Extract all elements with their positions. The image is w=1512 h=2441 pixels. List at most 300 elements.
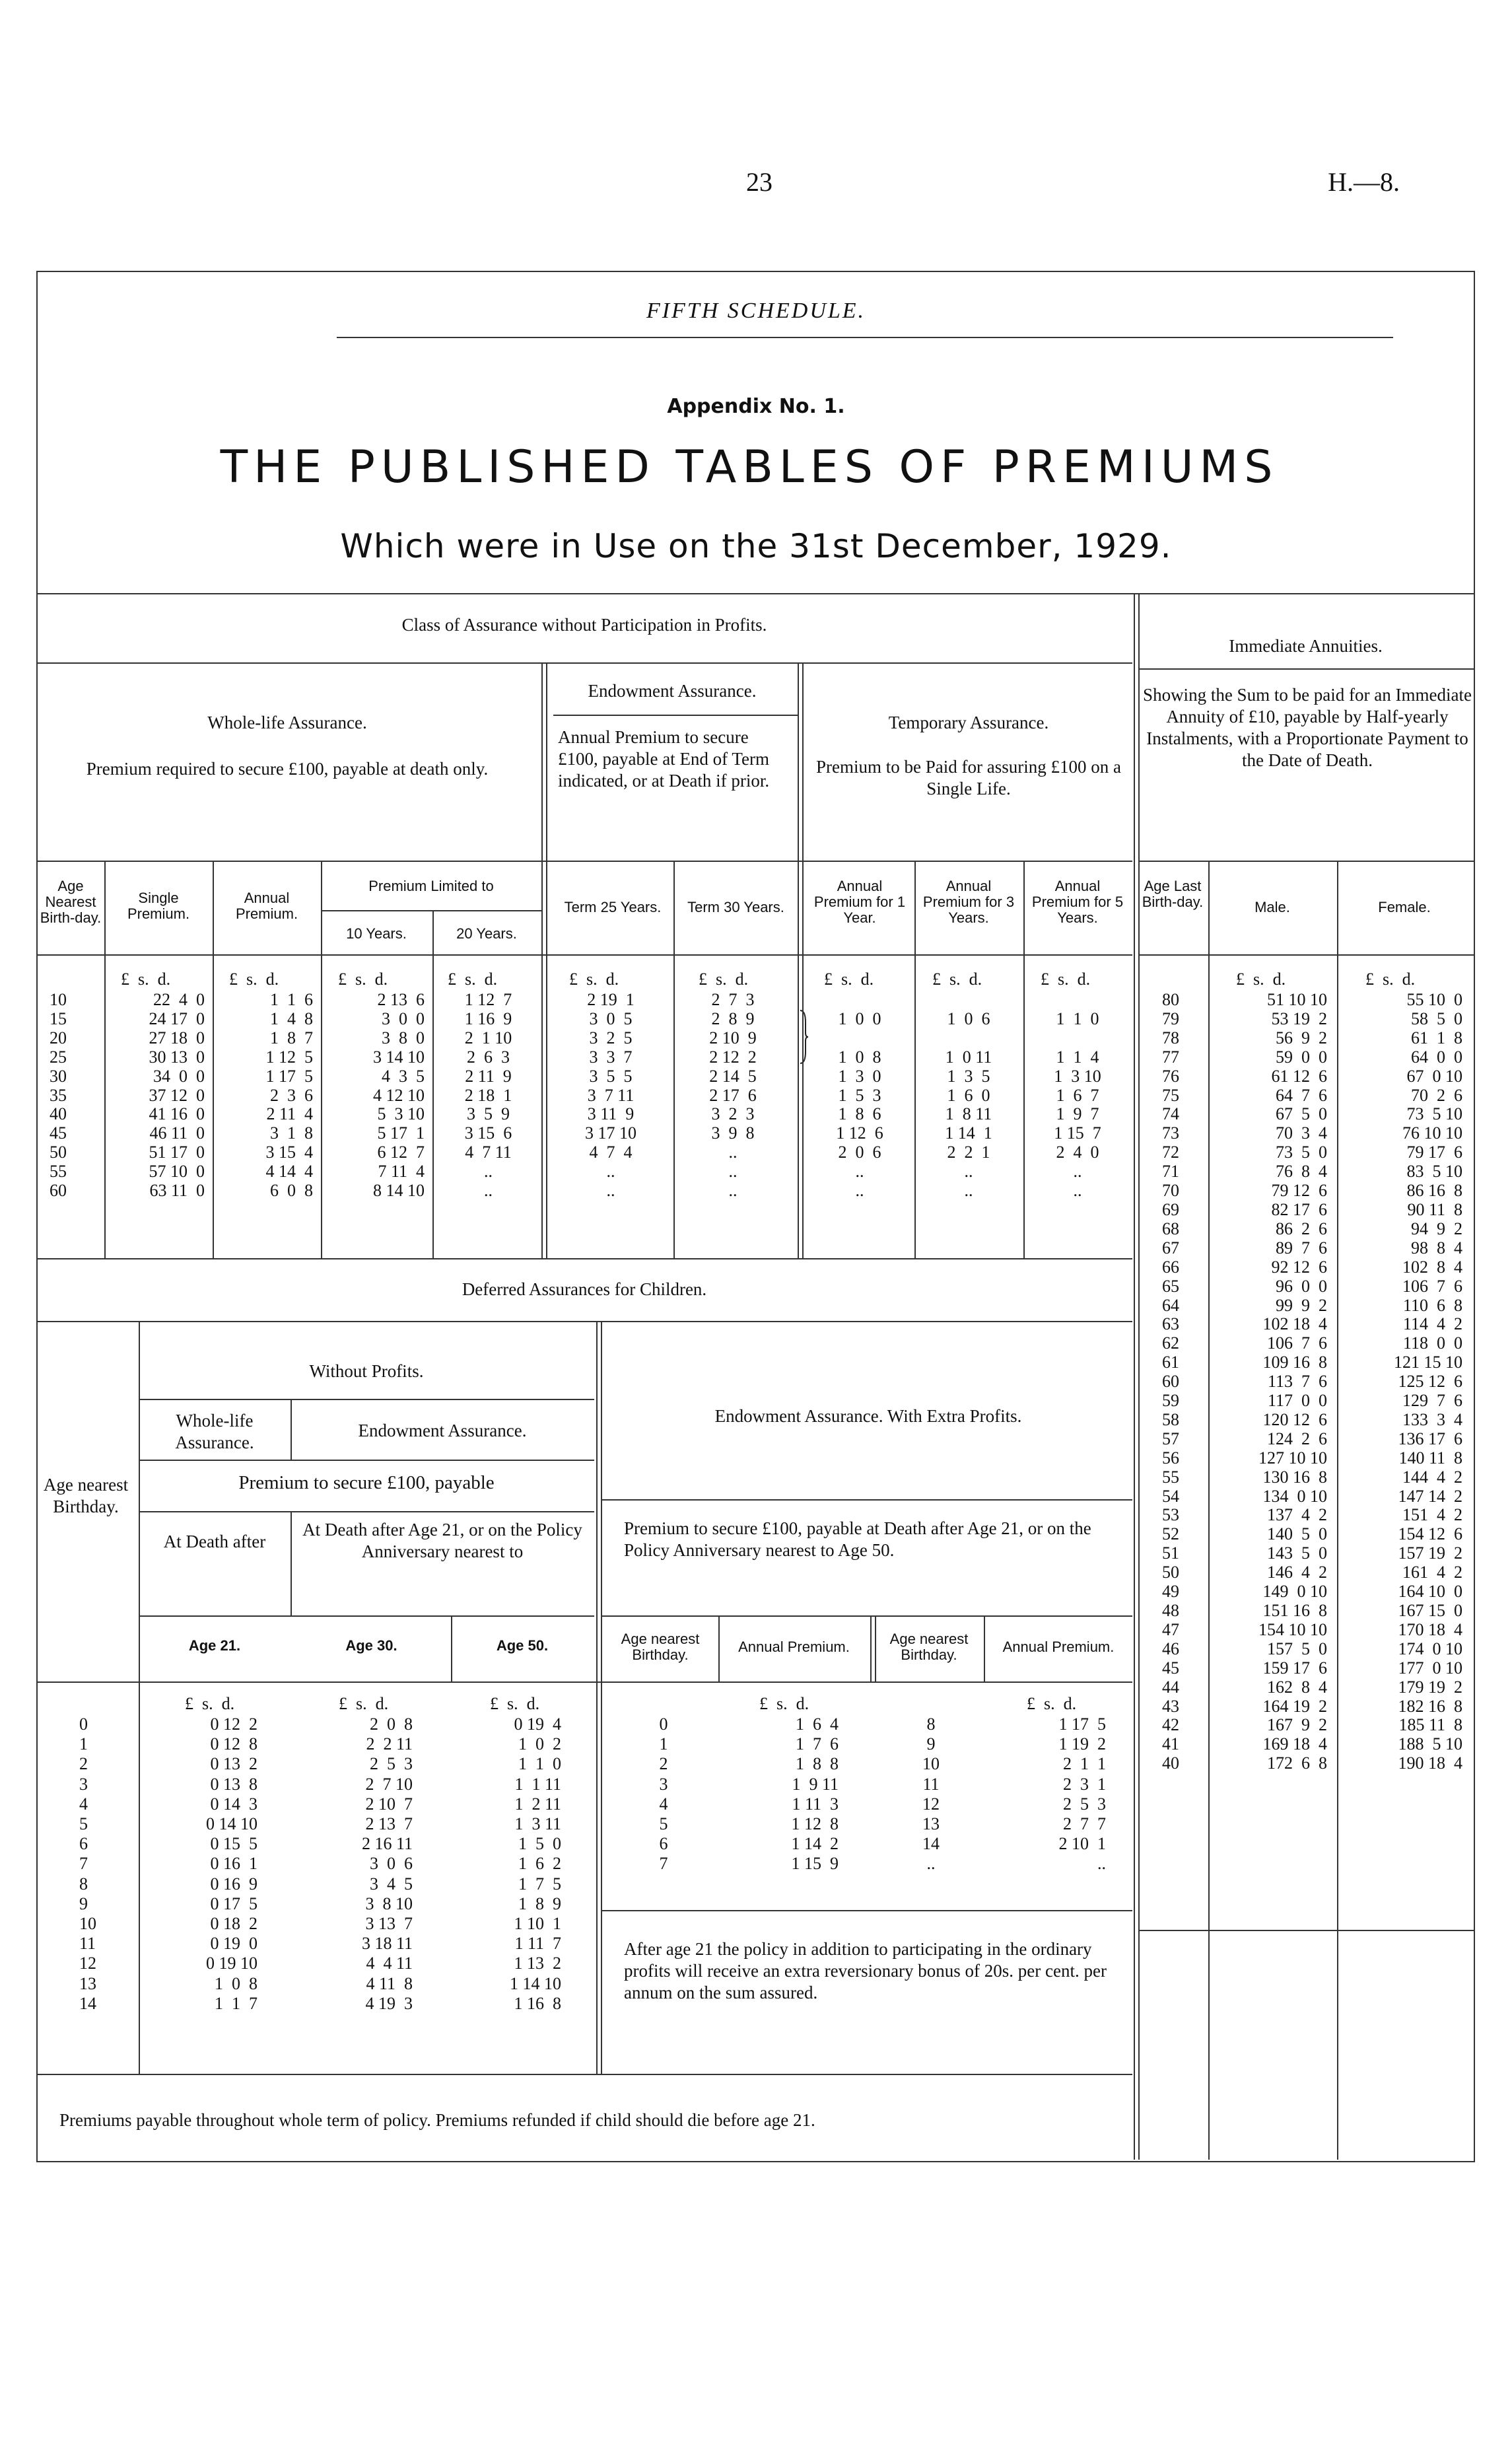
table-cell: 170 18 4 — [1398, 1619, 1462, 1639]
table-cell: 1 12 8 — [791, 1814, 839, 1834]
table-cell: 0 17 5 — [210, 1893, 258, 1913]
table-cell: 67 — [1162, 1238, 1179, 1257]
table-cell: 137 4 2 — [1267, 1505, 1327, 1525]
table-cell: 44 — [1162, 1677, 1179, 1697]
table-cell: 11 — [922, 1774, 940, 1794]
table-cell: 1 1 6 — [270, 990, 313, 1009]
table-cell: 1 0 8 — [215, 1973, 258, 1993]
table-cell: .. — [728, 1162, 738, 1182]
table-cell: 22 4 0 — [153, 990, 205, 1009]
table-cell: 2 13 6 — [377, 990, 425, 1009]
lsd-label: £ s. d. — [229, 970, 279, 989]
table-cell: 0 15 5 — [210, 1834, 258, 1854]
table-cell: 50 — [1162, 1563, 1179, 1582]
table-cell: 1 11 7 — [514, 1934, 561, 1954]
main-title: THE PUBLISHED TABLES OF PREMIUMS — [220, 441, 1279, 493]
table-cell: 130 16 8 — [1262, 1467, 1327, 1487]
table-cell: 63 — [1162, 1314, 1179, 1334]
table-cell: 4 — [79, 1794, 88, 1814]
table-cell: 60 — [1162, 1372, 1179, 1392]
table-cell: 0 16 1 — [210, 1854, 258, 1874]
col-head-term25: Term 25 Years. — [564, 899, 662, 915]
table-cell: 1 0 0 — [838, 1008, 881, 1028]
table-cell: 86 2 6 — [1276, 1219, 1327, 1238]
table-cell: 1 6 2 — [518, 1854, 561, 1874]
table-cell: 8 — [926, 1715, 936, 1734]
table-cell: 1 14 10 — [510, 1973, 561, 1993]
endowment-title: Endowment Assurance. — [588, 681, 757, 701]
table-cell: 1 1 11 — [514, 1774, 561, 1794]
table-cell: 2 — [659, 1754, 668, 1774]
group-divider-1 — [541, 662, 547, 861]
table-cell: 164 10 0 — [1398, 1582, 1462, 1602]
title-rule — [337, 337, 1393, 338]
table-cell: 1 9 7 — [1056, 1104, 1099, 1124]
table-cell: 2 1 1 — [1063, 1754, 1106, 1774]
table-cell: 188 5 10 — [1398, 1734, 1462, 1754]
table-cell: 71 — [1162, 1162, 1179, 1182]
table-cell: 9 — [926, 1734, 936, 1754]
children-rule — [602, 1910, 1132, 1911]
table-cell: 55 — [50, 1162, 67, 1182]
table-cell: 3 4 5 — [370, 1874, 413, 1893]
table-cell: 4 12 10 — [373, 1085, 425, 1105]
table-cell: 2 1 10 — [464, 1028, 512, 1047]
table-cell: 5 17 1 — [377, 1123, 425, 1143]
table-cell: 114 4 2 — [1402, 1314, 1462, 1334]
table-cell: 1 4 8 — [270, 1008, 313, 1028]
table-cell: 40 — [50, 1104, 67, 1124]
extra-annual-heading: Annual Premium. — [738, 1639, 850, 1655]
table-cell: 1 9 11 — [792, 1774, 839, 1794]
table-cell: 2 10 9 — [709, 1028, 757, 1047]
table-cell: 63 11 0 — [149, 1181, 205, 1201]
class-heading: Class of Assurance without Participation in Profits. — [401, 615, 767, 635]
table-cell: .. — [1073, 1181, 1082, 1201]
table-cell: 72 — [1162, 1143, 1179, 1162]
page-number: 23 — [746, 167, 773, 197]
annuity-col-line — [1337, 862, 1338, 2160]
table-cell: 30 — [50, 1066, 67, 1086]
table-cell: 154 10 10 — [1258, 1619, 1327, 1639]
table-cell: 3 15 6 — [464, 1123, 512, 1143]
table-cell: 79 12 6 — [1271, 1181, 1327, 1201]
col-head-female: Female. — [1378, 899, 1431, 915]
col-limited-20 — [440, 991, 536, 1201]
table-cell: 59 — [1162, 1391, 1179, 1411]
group-divider-1b — [541, 861, 547, 1258]
table-cell: 45 — [50, 1123, 67, 1143]
table-cell: 1 5 0 — [518, 1834, 561, 1854]
table-cell: 10 — [50, 990, 67, 1009]
table-cell: 67 5 0 — [1276, 1104, 1327, 1124]
lsd-label: £ s. d. — [448, 970, 498, 989]
table-cell: 56 9 2 — [1276, 1028, 1327, 1047]
table-cell: 1 0 6 — [947, 1008, 990, 1028]
subtitle: Which were in Use on the 31st December, 1929. — [340, 527, 1172, 565]
table-cell: 121 15 10 — [1394, 1353, 1462, 1372]
table-cell: 76 — [1162, 1066, 1179, 1086]
after-age-21: At Death after Age 21, or on the Policy Anniversary nearest to — [302, 1520, 582, 1561]
table-cell: 157 19 2 — [1398, 1543, 1462, 1563]
table-cell: 120 12 6 — [1262, 1409, 1327, 1429]
annuity-header-rule — [1139, 954, 1474, 956]
table-cell: 76 8 4 — [1276, 1162, 1327, 1182]
children-whole-life: Whole-life Assurance. — [175, 1411, 254, 1452]
table-cell: 27 18 0 — [149, 1028, 205, 1047]
table-cell: 3 2 5 — [589, 1028, 633, 1047]
at-death-after: At Death after — [163, 1532, 266, 1551]
table-cell: 4 14 4 — [265, 1162, 313, 1182]
table-cell: 3 7 11 — [587, 1085, 635, 1105]
table-cell: 1 3 5 — [947, 1066, 990, 1086]
table-cell: 4 7 4 — [589, 1143, 633, 1162]
table-cell: 9 — [79, 1893, 88, 1913]
children-rule — [139, 1511, 594, 1512]
table-cell: 7 — [659, 1854, 668, 1874]
table-cell: 1 11 3 — [792, 1794, 839, 1814]
table-cell: 3 14 10 — [373, 1047, 425, 1067]
table-cell: 1 12 5 — [265, 1047, 313, 1067]
table-cell: 30 13 0 — [149, 1047, 205, 1067]
table-cell: 159 17 6 — [1262, 1658, 1327, 1678]
table-cell: 13 — [922, 1814, 940, 1834]
table-cell — [813, 1029, 906, 1048]
table-cell: 2 — [79, 1754, 88, 1774]
col-head-limited: Premium Limited to — [368, 878, 494, 894]
age-30-heading: Age 30. — [345, 1637, 397, 1654]
children-footer-note: Premiums payable throughout whole term of policy. Premiums refunded if child should die before age 21. — [59, 2110, 815, 2130]
table-cell: 7 11 4 — [378, 1162, 425, 1182]
table-cell: 64 0 0 — [1411, 1047, 1462, 1067]
table-cell: 1 3 10 — [1054, 1066, 1101, 1086]
table-cell: 1 5 3 — [838, 1085, 881, 1105]
table-cell: 106 7 6 — [1267, 1333, 1327, 1353]
table-cell: 179 19 2 — [1398, 1677, 1462, 1697]
table-cell: 41 — [1162, 1734, 1179, 1754]
lsd-label: £ s. d. — [932, 970, 982, 989]
extra-premium-1 — [733, 1715, 839, 1874]
table-cell: 182 16 8 — [1398, 1696, 1462, 1716]
children-col-line — [870, 1615, 876, 1681]
table-cell: 1 16 8 — [514, 1993, 561, 2013]
table-cell: 1 13 2 — [514, 1954, 561, 1973]
table-cell: 1 17 5 — [265, 1066, 313, 1086]
table-cell: 2 16 11 — [361, 1834, 413, 1854]
table-cell: 2 17 6 — [709, 1085, 757, 1105]
table-cell: 0 19 4 — [514, 1715, 561, 1734]
table-cell: 2 3 1 — [1063, 1774, 1106, 1794]
table-cell: 3 9 8 — [711, 1123, 755, 1143]
table-cell — [813, 991, 906, 1010]
children-divider — [596, 1321, 602, 2074]
table-cell: 58 5 0 — [1411, 1008, 1462, 1028]
top-section-rule — [36, 593, 1474, 594]
table-cell: 74 — [1162, 1104, 1179, 1124]
table-cell: 61 1 8 — [1411, 1028, 1462, 1047]
lsd-label: £ s. d. — [490, 1694, 540, 1713]
table-cell: 0 13 8 — [210, 1774, 258, 1794]
table-cell: 1 15 9 — [791, 1854, 839, 1874]
table-cell: 5 — [659, 1814, 668, 1834]
col-annual-premium — [221, 991, 313, 1201]
col-annuity-male — [1215, 991, 1327, 1773]
immediate-annuities-desc: Showing the Sum to be paid for an Immediate Annuity of £10, payable by Half-yearly Instalments, with a Proportionate Payment to the Date of Death. — [1143, 685, 1472, 770]
table-cell: 4 11 8 — [366, 1973, 413, 1993]
table-cell: 0 16 9 — [210, 1874, 258, 1893]
table-cell: 3 5 5 — [589, 1066, 633, 1086]
table-cell: 3 0 5 — [589, 1008, 633, 1028]
table-cell: 12 — [79, 1954, 96, 1973]
table-cell: 41 16 0 — [149, 1104, 205, 1124]
table-cell: 48 — [1162, 1601, 1179, 1620]
children-rule — [139, 1399, 594, 1400]
table-cell: 79 — [1162, 1008, 1179, 1028]
table-cell: 4 4 11 — [366, 1954, 413, 1973]
table-cell: 4 7 11 — [465, 1143, 512, 1162]
table-cell: 0 12 2 — [210, 1715, 258, 1734]
table-cell: 140 5 0 — [1267, 1524, 1327, 1544]
table-cell: 59 0 0 — [1276, 1047, 1327, 1067]
table-cell: 2 5 3 — [1063, 1794, 1106, 1814]
table-cell: 92 12 6 — [1271, 1257, 1327, 1277]
table-cell: 1 1 7 — [215, 1993, 258, 2013]
children-age-heading: Age nearest Birthday. — [43, 1475, 129, 1516]
table-cell: 1 16 9 — [464, 1008, 512, 1028]
table-cell: 82 17 6 — [1271, 1199, 1327, 1219]
table-cell: 146 4 2 — [1267, 1563, 1327, 1582]
table-cell: 3 3 7 — [589, 1047, 633, 1067]
col-head-annual: Annual Premium. — [235, 890, 298, 922]
group-divider-2b — [798, 861, 804, 1258]
table-cell: 1 6 0 — [947, 1085, 990, 1105]
table-cell: 134 0 10 — [1262, 1486, 1327, 1506]
table-cell: 3 — [659, 1774, 668, 1794]
table-cell: 83 5 10 — [1406, 1162, 1462, 1182]
table-cell: 2 13 7 — [365, 1814, 413, 1834]
table-cell: 61 — [1162, 1353, 1179, 1372]
class-rule — [36, 662, 1132, 664]
table-cell: 3 15 4 — [265, 1143, 313, 1162]
table-cell: 1 14 2 — [791, 1834, 839, 1854]
lsd-label: £ s. d. — [1027, 1694, 1077, 1713]
table-cell: 70 — [1162, 1181, 1179, 1201]
table-cell: 117 0 0 — [1267, 1391, 1327, 1411]
table-cell: 147 14 2 — [1398, 1486, 1462, 1506]
table-cell: 1 7 6 — [796, 1734, 839, 1754]
table-cell: 25 — [50, 1047, 67, 1067]
table-cell: 1 8 6 — [838, 1104, 881, 1124]
table-cell: 1 12 7 — [464, 990, 512, 1009]
without-profits-title: Without Profits. — [309, 1361, 424, 1381]
table-cell: 1 19 2 — [1058, 1734, 1106, 1754]
table-cell: 70 3 4 — [1276, 1123, 1327, 1143]
table-cell: 2 3 6 — [270, 1085, 313, 1105]
table-cell: 34 0 0 — [153, 1066, 205, 1086]
extra-annual-heading: Annual Premium. — [1002, 1639, 1115, 1655]
col-head-temp5: Annual Premium for 5 Years. — [1031, 878, 1124, 926]
table-cell: 1 8 11 — [945, 1104, 992, 1124]
table-cell: 3 18 11 — [361, 1934, 413, 1954]
table-cell: 140 11 8 — [1398, 1448, 1462, 1468]
table-cell: 73 5 10 — [1406, 1104, 1462, 1124]
table-cell: 0 18 2 — [210, 1914, 258, 1934]
col-head-20yrs: 20 Years. — [456, 925, 517, 942]
table-cell: 149 0 10 — [1262, 1582, 1327, 1602]
col-single-premium — [112, 991, 205, 1201]
table-cell: 57 10 0 — [149, 1162, 205, 1182]
table-cell: 2 10 1 — [1058, 1834, 1106, 1854]
table-cell: 151 4 2 — [1402, 1505, 1462, 1525]
table-cell: 3 0 0 — [382, 1008, 425, 1028]
table-cell: 53 19 2 — [1271, 1008, 1327, 1028]
table-cell: 2 7 10 — [365, 1774, 413, 1794]
table-cell: 3 13 7 — [365, 1914, 413, 1934]
table-cell: 73 5 0 — [1276, 1143, 1327, 1162]
table-cell: 102 18 4 — [1262, 1314, 1327, 1334]
annuity-group-rule — [1139, 861, 1474, 862]
table-cell: 2 7 3 — [711, 990, 755, 1009]
table-cell: 162 8 4 — [1267, 1677, 1327, 1697]
table-cell: 3 5 9 — [467, 1104, 510, 1124]
table-cell: 124 2 6 — [1267, 1429, 1327, 1448]
col-head-age: Age Nearest Birth-day. — [40, 878, 102, 926]
extra-age-heading: Age nearest Birthday. — [621, 1631, 700, 1663]
table-cell: 13 — [79, 1973, 96, 1993]
children-col-line — [139, 1321, 140, 2074]
table-cell: 125 12 6 — [1398, 1372, 1462, 1392]
lsd-label: £ s. d. — [339, 1694, 389, 1713]
extra-ages-1 — [627, 1715, 700, 1874]
children-rule — [139, 1615, 594, 1617]
col-term-25 — [561, 991, 660, 1201]
table-cell: .. — [728, 1181, 738, 1201]
table-cell: 45 — [1162, 1658, 1179, 1678]
table-cell: 133 3 4 — [1402, 1409, 1462, 1429]
table-cell: 69 — [1162, 1199, 1179, 1219]
table-cell: .. — [964, 1162, 973, 1182]
table-cell — [1031, 1029, 1124, 1048]
table-cell: 50 — [50, 1143, 67, 1162]
table-cell: 4 — [659, 1794, 668, 1814]
table-cell: 157 5 0 — [1267, 1639, 1327, 1658]
table-cell: .. — [606, 1162, 615, 1182]
table-cell: 2 2 11 — [366, 1734, 413, 1754]
table-cell: 154 12 6 — [1398, 1524, 1462, 1544]
premium-to-secure: Premium to secure £100, payable — [238, 1472, 495, 1493]
table-cell: 12 — [922, 1794, 940, 1814]
limited-rule — [321, 910, 541, 911]
table-cell: 76 10 10 — [1402, 1123, 1462, 1143]
table-cell: 1 1 4 — [1056, 1047, 1099, 1067]
table-cell: 37 12 0 — [149, 1085, 205, 1105]
table-cell: 3 8 0 — [382, 1028, 425, 1047]
table-cell: 99 9 2 — [1276, 1295, 1327, 1315]
table-cell: 161 4 2 — [1402, 1563, 1462, 1582]
table-cell: 2 2 1 — [947, 1143, 990, 1162]
extra-profits-desc: Premium to secure £100, payable at Death after Age 21, or on the Policy Anniversary nearest to Age 50. — [624, 1518, 1091, 1560]
col-line — [432, 910, 434, 1258]
table-cell: 164 19 2 — [1262, 1696, 1327, 1716]
table-cell: 0 14 10 — [206, 1814, 258, 1834]
age-50-heading: Age 50. — [496, 1637, 549, 1654]
children-top-rule — [36, 1258, 1132, 1259]
table-cell: 57 — [1162, 1429, 1179, 1448]
lsd-label: £ s. d. — [121, 970, 171, 989]
table-cell: 66 — [1162, 1257, 1179, 1277]
table-cell: 2 14 5 — [709, 1066, 757, 1086]
table-cell: 2 18 1 — [464, 1085, 512, 1105]
table-cell: 1 1 0 — [518, 1754, 561, 1774]
extra-premium-2 — [1000, 1715, 1106, 1874]
table-cell: 1 10 1 — [514, 1914, 561, 1934]
table-cell: 1 0 8 — [838, 1047, 881, 1067]
children-heading: Deferred Assurances for Children. — [462, 1279, 707, 1299]
table-cell: 94 9 2 — [1411, 1219, 1462, 1238]
col-head-10yrs: 10 Years. — [346, 925, 407, 942]
col-head-temp3: Annual Premium for 3 Years. — [922, 878, 1015, 926]
table-cell: 127 10 10 — [1258, 1448, 1327, 1468]
table-cell: 169 18 4 — [1262, 1734, 1327, 1754]
col-head-single: Single Premium. — [127, 890, 190, 922]
table-cell: 3 0 6 — [370, 1854, 413, 1874]
table-cell: 151 16 8 — [1262, 1601, 1327, 1620]
col-limited-10 — [329, 991, 425, 1201]
table-cell: 53 — [1162, 1505, 1179, 1525]
table-cell: 68 — [1162, 1219, 1179, 1238]
table-cell: 42 — [1162, 1715, 1179, 1735]
col-age-50 — [462, 1715, 561, 2014]
table-cell: 1 2 11 — [514, 1794, 561, 1814]
col-temp-1yr — [813, 991, 906, 1201]
table-cell: 8 — [79, 1874, 88, 1893]
table-cell: 58 — [1162, 1409, 1179, 1429]
table-cell: 79 17 6 — [1406, 1143, 1462, 1162]
extra-age-heading: Age nearest Birthday. — [889, 1631, 969, 1663]
lsd-label: £ s. d. — [1041, 970, 1091, 989]
lsd-label: £ s. d. — [759, 1694, 809, 1713]
col-annuity-ages — [1162, 991, 1179, 1773]
lsd-label: £ s. d. — [185, 1694, 235, 1713]
table-cell: 1 6 4 — [796, 1715, 839, 1734]
table-cell: 47 — [1162, 1619, 1179, 1639]
table-cell: 6 0 8 — [270, 1181, 313, 1201]
table-cell: 190 18 4 — [1398, 1753, 1462, 1773]
temporary-desc: Premium to be Paid for assuring £100 on a Single Life. — [816, 757, 1121, 798]
table-cell: 2 11 9 — [465, 1066, 512, 1086]
table-cell: 109 16 8 — [1262, 1353, 1327, 1372]
table-cell: 40 — [1162, 1753, 1179, 1773]
table-cell: 6 — [659, 1834, 668, 1854]
table-cell: 43 — [1162, 1696, 1179, 1716]
table-cell: 1 8 8 — [796, 1754, 839, 1774]
table-cell: .. — [484, 1181, 493, 1201]
table-cell: 64 — [1162, 1295, 1179, 1315]
table-cell: 35 — [50, 1085, 67, 1105]
table-cell: 2 0 8 — [370, 1715, 413, 1734]
children-heading-rule — [36, 1321, 1132, 1322]
table-cell: 0 12 8 — [210, 1734, 258, 1754]
table-cell: 102 8 4 — [1402, 1257, 1462, 1277]
col-term-30 — [683, 991, 782, 1201]
table-cell: 56 — [1162, 1448, 1179, 1468]
table-cell: 3 — [79, 1774, 88, 1794]
children-rule — [602, 1499, 1132, 1501]
table-cell: 2 8 9 — [711, 1008, 755, 1028]
table-cell: 98 8 4 — [1411, 1238, 1462, 1257]
col-temp-3yr — [922, 991, 1015, 1201]
age-21-heading: Age 21. — [188, 1637, 241, 1654]
